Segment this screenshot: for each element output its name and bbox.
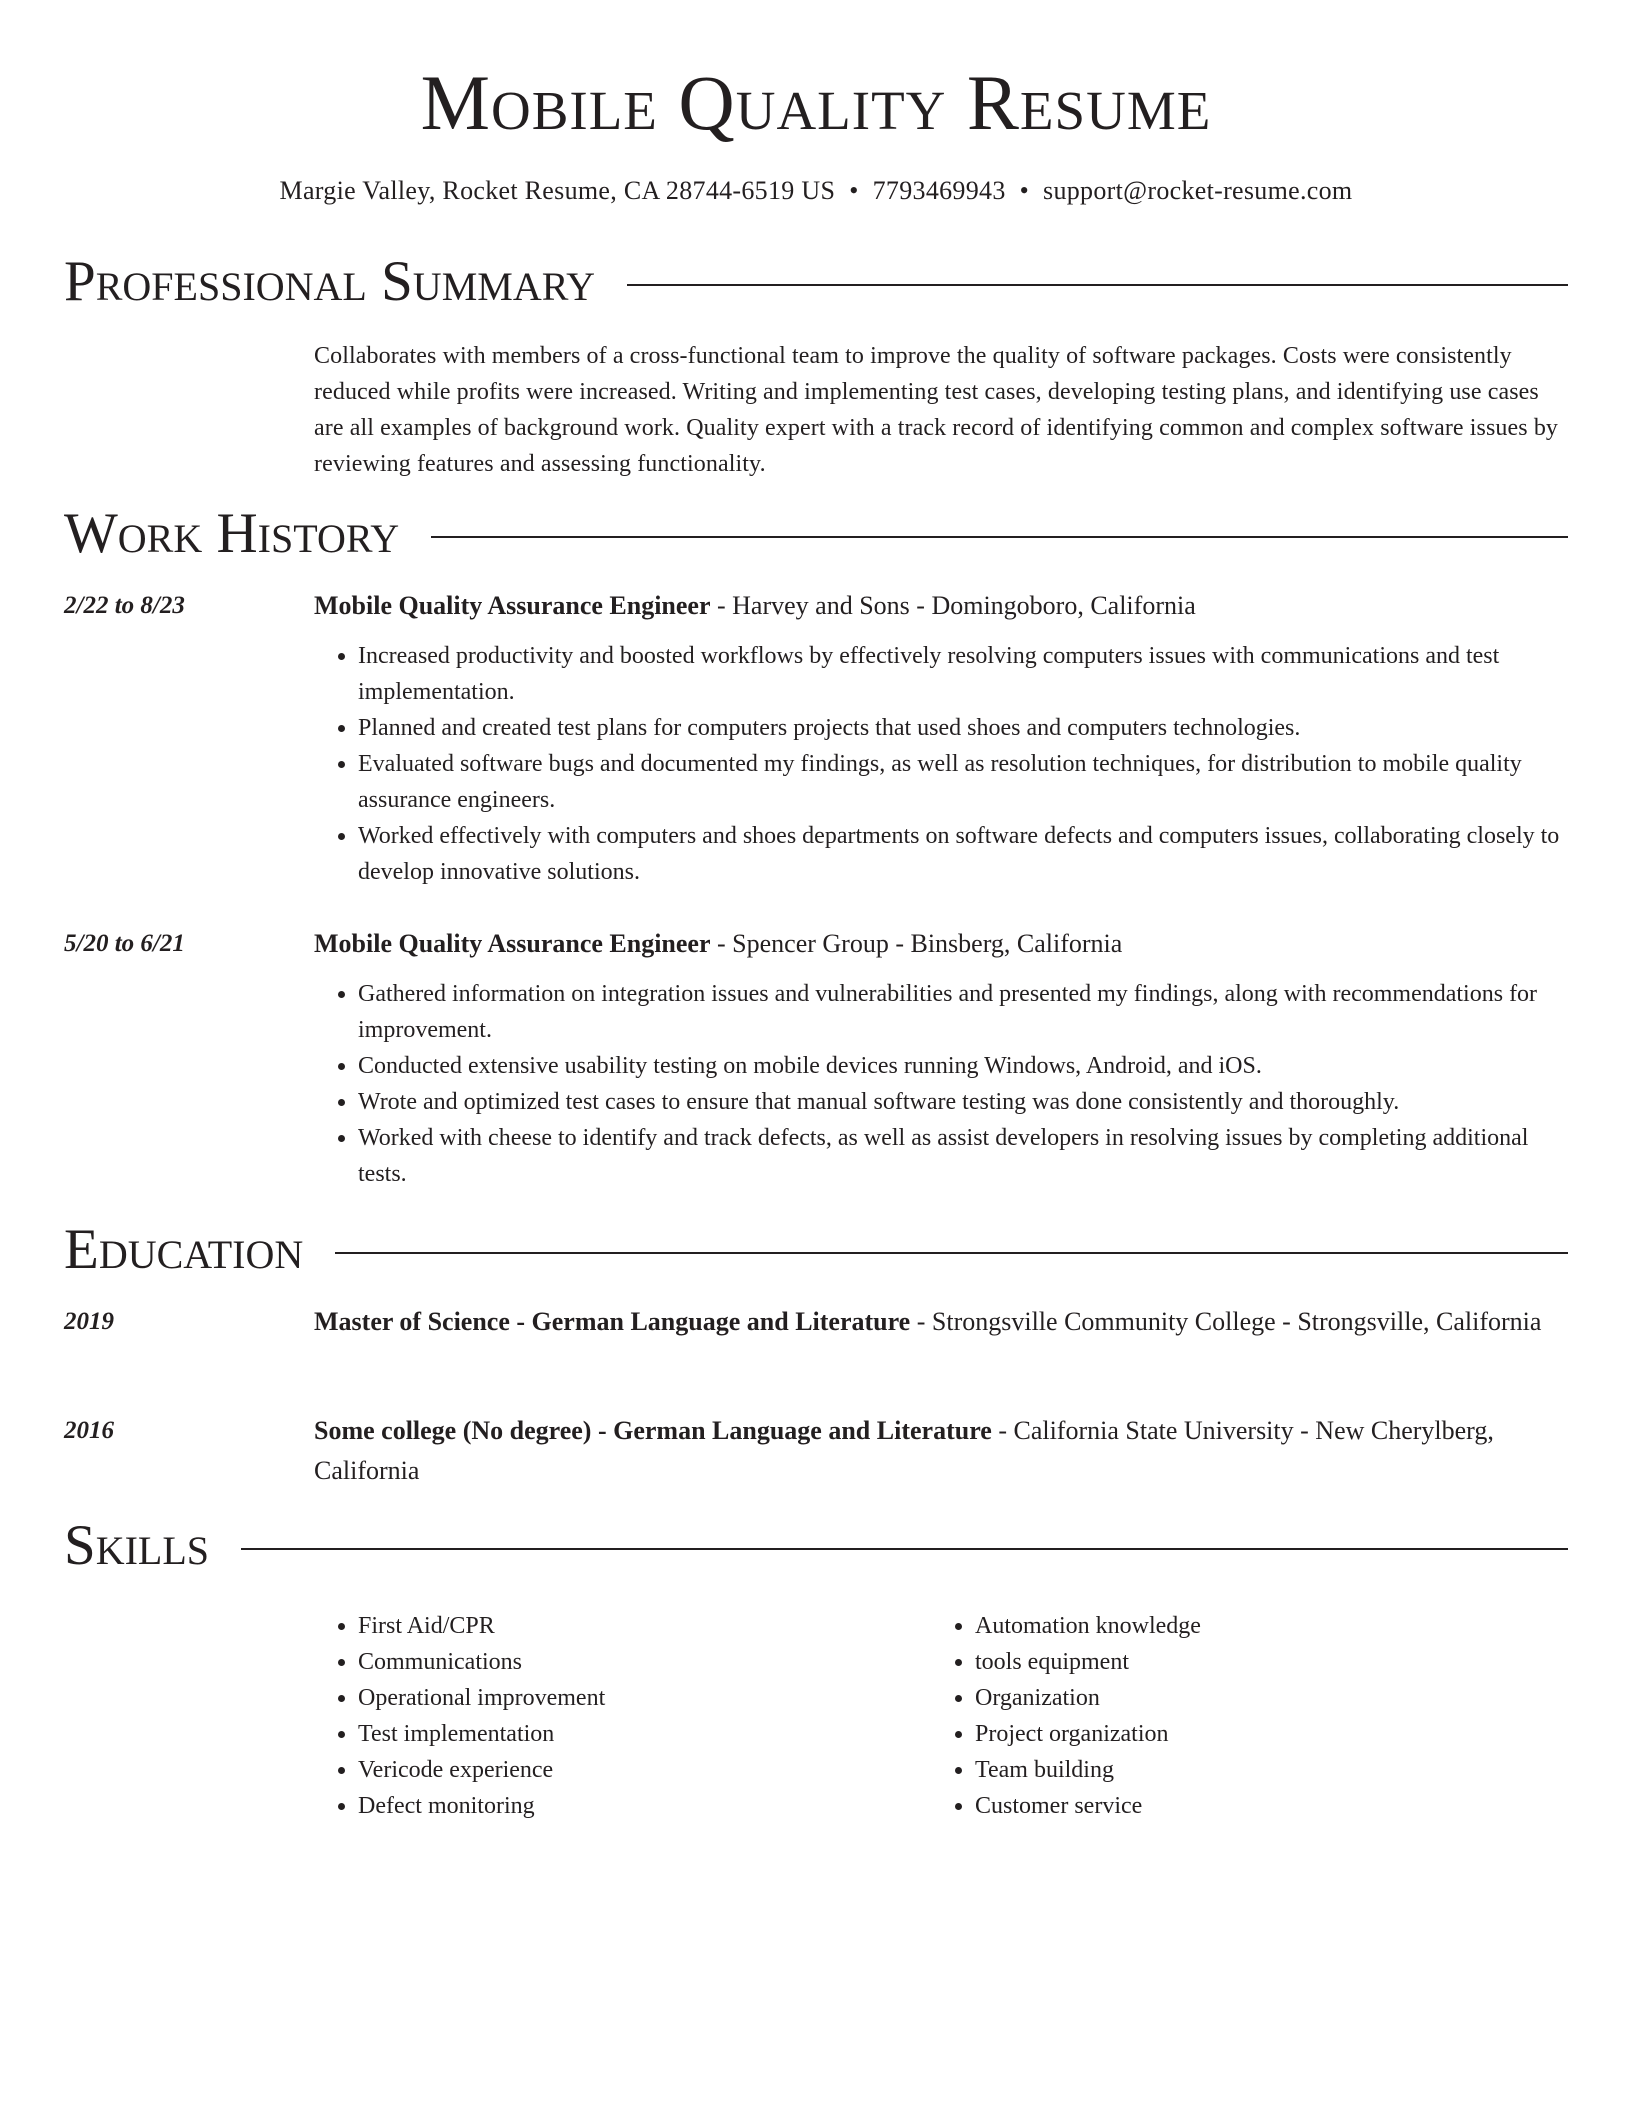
list-item: • Worked effectively with computers and shoes departments on software defects and computers issues, collaborating closely to develop innovative solutions. [358, 818, 1568, 890]
list-item: • Worked with cheese to identify and track defects, as well as assist developers in resolving issues by completing additional tests. [358, 1120, 1568, 1192]
resume-title: Mobile Quality Resume [420, 59, 1212, 146]
list-item: • Project organization [975, 1716, 1548, 1752]
job-entry [64, 586, 1568, 890]
list-item: • Defect monitoring [358, 1788, 931, 1824]
contact-separator: • [1019, 176, 1030, 205]
section-header-skills [64, 1514, 1568, 1578]
section-header-education [64, 1218, 1568, 1282]
phone: 7793469943 [872, 176, 1006, 205]
list-item: • Team building [975, 1752, 1548, 1788]
education-degree: Master of Science - German Language and Literature [314, 1307, 911, 1336]
list-item: • Automation knowledge [975, 1608, 1548, 1644]
education-details: - California State University - New Cherylberg, California [314, 1416, 1494, 1485]
section-divider [335, 1252, 1568, 1254]
address: Margie Valley, Rocket Resume, CA 28744-6519 US [279, 176, 836, 205]
email: support@rocket-resume.com [1043, 176, 1353, 205]
job-heading [314, 924, 1568, 964]
job-details: - Harvey and Sons - Domingoboro, California [710, 591, 1196, 620]
skills-column-right [931, 1608, 1548, 1824]
skills-column-left [314, 1608, 931, 1824]
education-content [314, 1411, 1568, 1491]
job-content [314, 586, 1568, 890]
education-details: - Strongsville Community College - Strongsville, California [910, 1307, 1542, 1336]
list-item: • Communications [358, 1644, 931, 1680]
list-item: • Organization [975, 1680, 1548, 1716]
job-content [314, 924, 1568, 1192]
section-title: Professional Summary [64, 250, 596, 313]
job-title: Mobile Quality Assurance Engineer [314, 591, 711, 620]
list-item: • Conducted extensive usability testing on mobile devices running Windows, Android, and iOS. [358, 1048, 1568, 1084]
section-title: Education [64, 1218, 304, 1281]
list-item: • Vericode experience [358, 1752, 931, 1788]
job-entry [64, 924, 1568, 1192]
education-year: 2019 [64, 1308, 114, 1335]
education-entry [64, 1302, 1568, 1342]
list-item: • Customer service [975, 1788, 1548, 1824]
list-item: • tools equipment [975, 1644, 1548, 1680]
job-heading [314, 586, 1568, 626]
job-dates: 5/20 to 6/21 [64, 930, 185, 957]
job-dates: 2/22 to 8/23 [64, 592, 185, 619]
education-year: 2016 [64, 1417, 114, 1444]
education-content [314, 1302, 1568, 1342]
contact-line [0, 174, 1632, 208]
list-item: • Planned and created test plans for computers projects that used shoes and computers technologies. [358, 710, 1568, 746]
section-divider [431, 536, 1568, 538]
list-item: • Evaluated software bugs and documented my findings, as well as resolution techniques, for distribution to mobile quality assurance engineers. [358, 746, 1568, 818]
job-bullets [314, 638, 1568, 890]
section-title: Work History [64, 502, 400, 565]
list-item: • Test implementation [358, 1716, 931, 1752]
list-item: • Wrote and optimized test cases to ensure that manual software testing was done consistently and thoroughly. [358, 1084, 1568, 1120]
list-item: • First Aid/CPR [358, 1608, 931, 1644]
list-item: • Gathered information on integration issues and vulnerabilities and presented my findings, along with recommendations for improvement. [358, 976, 1568, 1048]
list-item: • Increased productivity and boosted workflows by effectively resolving computers issues with communications and test implementation. [358, 638, 1568, 710]
education-entry [64, 1411, 1568, 1491]
job-details: - Spencer Group - Binsberg, California [710, 929, 1123, 958]
section-header-work-history [64, 502, 1568, 566]
section-title: Skills [64, 1514, 210, 1577]
section-header-summary [64, 250, 1568, 314]
job-title: Mobile Quality Assurance Engineer [314, 929, 711, 958]
skills-list [314, 1608, 1568, 1824]
list-item: • Operational improvement [358, 1680, 931, 1716]
education-degree: Some college (No degree) - German Language and Literature [314, 1416, 992, 1445]
contact-separator: • [849, 176, 859, 205]
section-divider [627, 284, 1568, 286]
section-divider [241, 1548, 1568, 1550]
job-bullets [314, 976, 1568, 1192]
summary-text: Collaborates with members of a cross-functional team to improve the quality of software packages. Costs were consistently reduced while profits were increased. Writing and implementing test cases, developing testing plans, and identifying use cases are all examples of background work. Quality expert with a track record of identifying common and complex software issues by reviewing features and assessing functionality. [314, 343, 1559, 477]
